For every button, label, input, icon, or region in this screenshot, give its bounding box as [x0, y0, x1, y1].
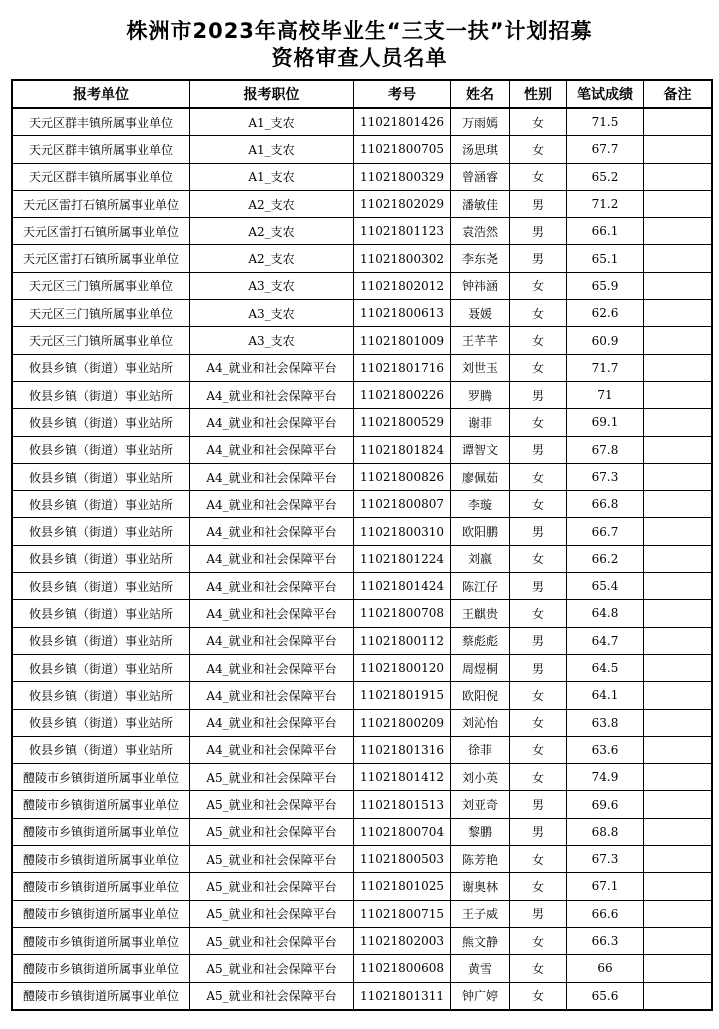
table-row	[12, 764, 712, 791]
cell-position: A1_支农	[190, 136, 354, 163]
cell-remarks	[644, 927, 713, 954]
cell-gender: 女	[510, 463, 567, 490]
cell-gender: 男	[510, 436, 567, 463]
candidate-table	[11, 79, 713, 1011]
cell-unit: 攸县乡镇（街道）事业站所	[12, 682, 190, 709]
cell-exam-number: 11021800226	[354, 381, 451, 408]
table-row	[12, 736, 712, 763]
cell-remarks	[644, 245, 713, 272]
cell-unit: 醴陵市乡镇街道所属事业单位	[12, 955, 190, 982]
table-body	[12, 108, 712, 1010]
cell-gender: 女	[510, 108, 567, 136]
cell-score: 71.7	[567, 354, 644, 381]
table-row	[12, 791, 712, 818]
cell-score: 69.1	[567, 409, 644, 436]
cell-unit: 攸县乡镇（街道）事业站所	[12, 354, 190, 381]
table-row	[12, 654, 712, 681]
cell-name: 钟祎涵	[451, 272, 510, 299]
cell-position: A4_就业和社会保障平台	[190, 736, 354, 763]
cell-score: 74.9	[567, 764, 644, 791]
table-row	[12, 955, 712, 982]
cell-score: 66	[567, 955, 644, 982]
cell-gender: 女	[510, 272, 567, 299]
cell-score: 64.1	[567, 682, 644, 709]
cell-remarks	[644, 463, 713, 490]
cell-score: 66.7	[567, 518, 644, 545]
cell-gender: 男	[510, 218, 567, 245]
cell-remarks	[644, 818, 713, 845]
cell-unit: 攸县乡镇（街道）事业站所	[12, 436, 190, 463]
cell-score: 68.8	[567, 818, 644, 845]
cell-score: 64.5	[567, 654, 644, 681]
cell-score: 66.1	[567, 218, 644, 245]
cell-score: 65.6	[567, 982, 644, 1010]
cell-gender: 女	[510, 846, 567, 873]
table-row	[12, 108, 712, 136]
cell-exam-number: 11021802003	[354, 927, 451, 954]
cell-unit: 醴陵市乡镇街道所属事业单位	[12, 846, 190, 873]
cell-score: 64.8	[567, 600, 644, 627]
cell-position: A5_就业和社会保障平台	[190, 955, 354, 982]
cell-position: A4_就业和社会保障平台	[190, 436, 354, 463]
cell-position: A4_就业和社会保障平台	[190, 518, 354, 545]
cell-gender: 女	[510, 764, 567, 791]
cell-name: 潘敏佳	[451, 190, 510, 217]
cell-position: A3_支农	[190, 327, 354, 354]
cell-score: 71.2	[567, 190, 644, 217]
table-row	[12, 354, 712, 381]
cell-gender: 女	[510, 409, 567, 436]
table-row	[12, 245, 712, 272]
cell-position: A4_就业和社会保障平台	[190, 545, 354, 572]
cell-exam-number: 11021800826	[354, 463, 451, 490]
cell-exam-number: 11021800715	[354, 900, 451, 927]
cell-unit: 攸县乡镇（街道）事业站所	[12, 573, 190, 600]
cell-exam-number: 11021800708	[354, 600, 451, 627]
cell-position: A4_就业和社会保障平台	[190, 354, 354, 381]
cell-remarks	[644, 709, 713, 736]
table-row	[12, 982, 712, 1010]
cell-name: 李璇	[451, 491, 510, 518]
header-position: 报考职位	[190, 80, 354, 108]
table-row	[12, 573, 712, 600]
cell-unit: 醴陵市乡镇街道所属事业单位	[12, 873, 190, 900]
cell-unit: 攸县乡镇（街道）事业站所	[12, 491, 190, 518]
cell-position: A4_就业和社会保障平台	[190, 682, 354, 709]
table-row	[12, 900, 712, 927]
cell-unit: 攸县乡镇（街道）事业站所	[12, 600, 190, 627]
cell-gender: 女	[510, 300, 567, 327]
cell-gender: 男	[510, 900, 567, 927]
cell-score: 66.2	[567, 545, 644, 572]
cell-exam-number: 11021801824	[354, 436, 451, 463]
header-exam-number: 考号	[354, 80, 451, 108]
cell-exam-number: 11021801025	[354, 873, 451, 900]
cell-position: A4_就业和社会保障平台	[190, 491, 354, 518]
cell-remarks	[644, 136, 713, 163]
cell-gender: 女	[510, 163, 567, 190]
cell-score: 64.7	[567, 627, 644, 654]
cell-exam-number: 11021800529	[354, 409, 451, 436]
cell-unit: 醴陵市乡镇街道所属事业单位	[12, 818, 190, 845]
cell-gender: 女	[510, 955, 567, 982]
cell-gender: 男	[510, 190, 567, 217]
cell-score: 67.7	[567, 136, 644, 163]
cell-unit: 醴陵市乡镇街道所属事业单位	[12, 791, 190, 818]
cell-remarks	[644, 518, 713, 545]
cell-exam-number: 11021801224	[354, 545, 451, 572]
cell-exam-number: 11021800310	[354, 518, 451, 545]
cell-gender: 女	[510, 354, 567, 381]
cell-name: 罗腾	[451, 381, 510, 408]
cell-unit: 醴陵市乡镇街道所属事业单位	[12, 982, 190, 1010]
cell-unit: 天元区群丰镇所属事业单位	[12, 108, 190, 136]
cell-unit: 天元区雷打石镇所属事业单位	[12, 190, 190, 217]
cell-exam-number: 11021801716	[354, 354, 451, 381]
cell-exam-number: 11021800120	[354, 654, 451, 681]
cell-exam-number: 11021800705	[354, 136, 451, 163]
table-row	[12, 545, 712, 572]
cell-remarks	[644, 955, 713, 982]
cell-gender: 男	[510, 654, 567, 681]
cell-unit: 攸县乡镇（街道）事业站所	[12, 654, 190, 681]
cell-gender: 男	[510, 381, 567, 408]
cell-score: 60.9	[567, 327, 644, 354]
cell-score: 62.6	[567, 300, 644, 327]
header-score: 笔试成绩	[567, 80, 644, 108]
cell-position: A2_支农	[190, 218, 354, 245]
cell-position: A5_就业和社会保障平台	[190, 818, 354, 845]
cell-exam-number: 11021801123	[354, 218, 451, 245]
cell-name: 陈芳艳	[451, 846, 510, 873]
cell-position: A4_就业和社会保障平台	[190, 600, 354, 627]
cell-remarks	[644, 218, 713, 245]
cell-remarks	[644, 736, 713, 763]
table-row	[12, 300, 712, 327]
cell-name: 陈江仔	[451, 573, 510, 600]
cell-exam-number: 11021802029	[354, 190, 451, 217]
cell-gender: 女	[510, 136, 567, 163]
cell-name: 欧阳鹏	[451, 518, 510, 545]
cell-unit: 醴陵市乡镇街道所属事业单位	[12, 764, 190, 791]
cell-score: 65.1	[567, 245, 644, 272]
document-title-line1: 株洲市2023年高校毕业生“三支一扶”计划招募	[126, 19, 593, 43]
cell-gender: 男	[510, 627, 567, 654]
cell-remarks	[644, 600, 713, 627]
cell-position: A4_就业和社会保障平台	[190, 573, 354, 600]
cell-remarks	[644, 381, 713, 408]
table-row	[12, 272, 712, 299]
cell-exam-number: 11021800807	[354, 491, 451, 518]
cell-remarks	[644, 108, 713, 136]
cell-position: A4_就业和社会保障平台	[190, 627, 354, 654]
cell-exam-number: 11021800302	[354, 245, 451, 272]
cell-name: 王芊芊	[451, 327, 510, 354]
cell-score: 65.4	[567, 573, 644, 600]
cell-exam-number: 11021801009	[354, 327, 451, 354]
cell-unit: 天元区群丰镇所属事业单位	[12, 136, 190, 163]
cell-name: 袁浩然	[451, 218, 510, 245]
table-row	[12, 846, 712, 873]
cell-name: 黎鹏	[451, 818, 510, 845]
cell-position: A1_支农	[190, 108, 354, 136]
document-title-line2: 资格审查人员名单	[271, 46, 448, 70]
cell-position: A5_就业和社会保障平台	[190, 791, 354, 818]
cell-remarks	[644, 545, 713, 572]
cell-position: A4_就业和社会保障平台	[190, 463, 354, 490]
cell-gender: 女	[510, 682, 567, 709]
cell-name: 欧阳倪	[451, 682, 510, 709]
table-row	[12, 190, 712, 217]
cell-exam-number: 11021801513	[354, 791, 451, 818]
table-row	[12, 709, 712, 736]
cell-name: 刘亚奇	[451, 791, 510, 818]
cell-score: 65.2	[567, 163, 644, 190]
table-row	[12, 218, 712, 245]
table-row	[12, 463, 712, 490]
table-row	[12, 627, 712, 654]
cell-score: 65.9	[567, 272, 644, 299]
table-row	[12, 163, 712, 190]
cell-gender: 女	[510, 600, 567, 627]
cell-name: 黄雪	[451, 955, 510, 982]
cell-exam-number: 11021801316	[354, 736, 451, 763]
cell-unit: 攸县乡镇（街道）事业站所	[12, 518, 190, 545]
table-row	[12, 873, 712, 900]
cell-unit: 天元区雷打石镇所属事业单位	[12, 245, 190, 272]
cell-exam-number: 11021800613	[354, 300, 451, 327]
table-row	[12, 600, 712, 627]
cell-remarks	[644, 627, 713, 654]
cell-name: 刘嬴	[451, 545, 510, 572]
cell-name: 蔡彪彪	[451, 627, 510, 654]
cell-position: A2_支农	[190, 190, 354, 217]
cell-gender: 男	[510, 245, 567, 272]
cell-unit: 天元区三门镇所属事业单位	[12, 327, 190, 354]
table-header-row	[12, 80, 712, 108]
header-unit: 报考单位	[12, 80, 190, 108]
cell-name: 周煜桐	[451, 654, 510, 681]
cell-position: A5_就业和社会保障平台	[190, 873, 354, 900]
cell-name: 廖佩茹	[451, 463, 510, 490]
cell-gender: 女	[510, 927, 567, 954]
cell-remarks	[644, 436, 713, 463]
cell-name: 钟广婷	[451, 982, 510, 1010]
cell-exam-number: 11021801426	[354, 108, 451, 136]
cell-unit: 醴陵市乡镇街道所属事业单位	[12, 927, 190, 954]
table-row	[12, 136, 712, 163]
cell-position: A2_支农	[190, 245, 354, 272]
table-row	[12, 682, 712, 709]
cell-exam-number: 11021801412	[354, 764, 451, 791]
cell-unit: 攸县乡镇（街道）事业站所	[12, 736, 190, 763]
cell-name: 曾涵睿	[451, 163, 510, 190]
cell-name: 李东尧	[451, 245, 510, 272]
cell-score: 63.8	[567, 709, 644, 736]
cell-name: 王子威	[451, 900, 510, 927]
cell-score: 69.6	[567, 791, 644, 818]
cell-position: A5_就业和社会保障平台	[190, 927, 354, 954]
cell-position: A3_支农	[190, 300, 354, 327]
cell-position: A5_就业和社会保障平台	[190, 900, 354, 927]
cell-score: 67.1	[567, 873, 644, 900]
cell-remarks	[644, 272, 713, 299]
cell-position: A4_就业和社会保障平台	[190, 409, 354, 436]
cell-unit: 醴陵市乡镇街道所属事业单位	[12, 900, 190, 927]
cell-name: 汤思琪	[451, 136, 510, 163]
cell-unit: 天元区雷打石镇所属事业单位	[12, 218, 190, 245]
cell-remarks	[644, 846, 713, 873]
cell-unit: 攸县乡镇（街道）事业站所	[12, 381, 190, 408]
table-row	[12, 327, 712, 354]
cell-name: 徐菲	[451, 736, 510, 763]
cell-exam-number: 11021801915	[354, 682, 451, 709]
cell-exam-number: 11021802012	[354, 272, 451, 299]
cell-remarks	[644, 354, 713, 381]
table-row	[12, 518, 712, 545]
header-remarks: 备注	[644, 80, 713, 108]
cell-name: 谭智文	[451, 436, 510, 463]
cell-name: 熊文静	[451, 927, 510, 954]
cell-unit: 天元区三门镇所属事业单位	[12, 300, 190, 327]
cell-gender: 男	[510, 818, 567, 845]
cell-position: A5_就业和社会保障平台	[190, 982, 354, 1010]
cell-name: 刘世玉	[451, 354, 510, 381]
cell-score: 67.3	[567, 463, 644, 490]
cell-exam-number: 11021800112	[354, 627, 451, 654]
cell-gender: 男	[510, 518, 567, 545]
cell-unit: 天元区群丰镇所属事业单位	[12, 163, 190, 190]
cell-gender: 男	[510, 573, 567, 600]
cell-gender: 女	[510, 982, 567, 1010]
cell-exam-number: 11021801424	[354, 573, 451, 600]
cell-name: 刘小英	[451, 764, 510, 791]
cell-remarks	[644, 190, 713, 217]
cell-remarks	[644, 682, 713, 709]
cell-exam-number: 11021801311	[354, 982, 451, 1010]
cell-remarks	[644, 163, 713, 190]
cell-remarks	[644, 409, 713, 436]
cell-position: A3_支农	[190, 272, 354, 299]
cell-exam-number: 11021800209	[354, 709, 451, 736]
cell-position: A4_就业和社会保障平台	[190, 654, 354, 681]
cell-remarks	[644, 764, 713, 791]
cell-name: 聂媛	[451, 300, 510, 327]
cell-score: 71.5	[567, 108, 644, 136]
cell-unit: 攸县乡镇（街道）事业站所	[12, 463, 190, 490]
cell-unit: 攸县乡镇（街道）事业站所	[12, 545, 190, 572]
cell-position: A4_就业和社会保障平台	[190, 709, 354, 736]
cell-remarks	[644, 327, 713, 354]
cell-unit: 攸县乡镇（街道）事业站所	[12, 627, 190, 654]
cell-remarks	[644, 900, 713, 927]
cell-name: 王麒贵	[451, 600, 510, 627]
table-row	[12, 491, 712, 518]
cell-position: A1_支农	[190, 163, 354, 190]
cell-score: 66.8	[567, 491, 644, 518]
cell-gender: 女	[510, 736, 567, 763]
table-row	[12, 381, 712, 408]
cell-unit: 攸县乡镇（街道）事业站所	[12, 709, 190, 736]
cell-remarks	[644, 573, 713, 600]
cell-position: A5_就业和社会保障平台	[190, 846, 354, 873]
cell-exam-number: 11021800608	[354, 955, 451, 982]
cell-name: 谢菲	[451, 409, 510, 436]
table-row	[12, 409, 712, 436]
cell-remarks	[644, 654, 713, 681]
cell-remarks	[644, 873, 713, 900]
cell-gender: 女	[510, 491, 567, 518]
cell-score: 67.8	[567, 436, 644, 463]
cell-remarks	[644, 300, 713, 327]
header-gender: 性别	[510, 80, 567, 108]
cell-score: 67.3	[567, 846, 644, 873]
cell-remarks	[644, 491, 713, 518]
table-row	[12, 436, 712, 463]
header-name: 姓名	[451, 80, 510, 108]
cell-name: 万雨嫣	[451, 108, 510, 136]
cell-score: 63.6	[567, 736, 644, 763]
cell-score: 71	[567, 381, 644, 408]
cell-gender: 男	[510, 791, 567, 818]
cell-position: A4_就业和社会保障平台	[190, 381, 354, 408]
cell-name: 刘沁怡	[451, 709, 510, 736]
cell-remarks	[644, 982, 713, 1010]
table-row	[12, 818, 712, 845]
cell-exam-number: 11021800329	[354, 163, 451, 190]
table-row	[12, 927, 712, 954]
cell-gender: 女	[510, 873, 567, 900]
cell-score: 66.6	[567, 900, 644, 927]
cell-score: 66.3	[567, 927, 644, 954]
cell-exam-number: 11021800503	[354, 846, 451, 873]
cell-gender: 女	[510, 327, 567, 354]
cell-unit: 攸县乡镇（街道）事业站所	[12, 409, 190, 436]
cell-remarks	[644, 791, 713, 818]
cell-gender: 女	[510, 709, 567, 736]
cell-unit: 天元区三门镇所属事业单位	[12, 272, 190, 299]
cell-gender: 女	[510, 545, 567, 572]
cell-name: 谢奥林	[451, 873, 510, 900]
cell-exam-number: 11021800704	[354, 818, 451, 845]
cell-position: A5_就业和社会保障平台	[190, 764, 354, 791]
